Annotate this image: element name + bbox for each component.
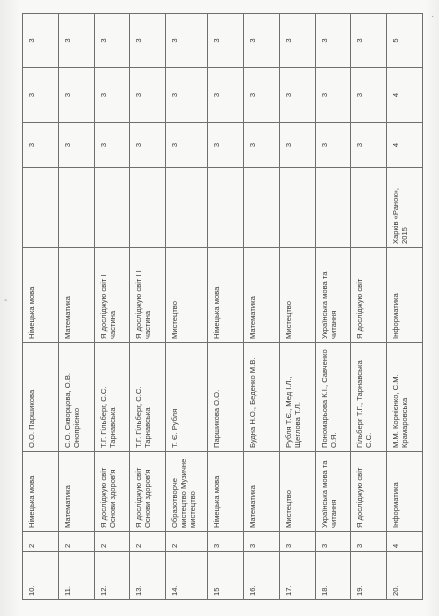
author-cell: Рубля Т.Є., Мед І.Л., Щеглова Т.Л.	[279, 343, 315, 452]
subject-cell: Математика	[58, 452, 94, 532]
grade-cell: 2	[166, 532, 208, 552]
count-cell: 3	[166, 68, 208, 123]
grade-cell: 2	[94, 532, 130, 552]
count-cell: 3	[130, 123, 166, 168]
edition-cell	[208, 168, 244, 248]
textbook-cell: Я досліджую світ І І частина	[130, 248, 166, 343]
author-cell: С.О. Скворцова, О.В. Онопрієнко	[58, 343, 94, 452]
count-cell: 3	[244, 123, 280, 168]
count-cell: 3	[130, 14, 166, 68]
count-cell: 3	[279, 68, 315, 123]
textbook-cell: Німецька мова	[23, 248, 59, 343]
row-number: 18.	[315, 552, 351, 600]
count-cell: 3	[244, 68, 280, 123]
rotated-page	[22, 14, 423, 600]
textbook-table	[22, 13, 423, 600]
count-cell: 4	[387, 123, 423, 168]
textbook-cell: Інформатика	[387, 248, 423, 343]
count-cell: 3	[58, 14, 94, 68]
grade-cell: 3	[351, 532, 387, 552]
textbook-cell: Мистецтво	[279, 248, 315, 343]
table-container	[22, 14, 423, 600]
grade-cell: 3	[244, 532, 280, 552]
count-cell: 3	[166, 123, 208, 168]
table-row	[166, 14, 208, 600]
count-cell: 3	[23, 68, 59, 123]
subject-cell: Українська мова та читання	[315, 452, 351, 532]
author-cell: О.О. Паршикова	[23, 343, 59, 452]
count-cell: 3	[315, 68, 351, 123]
subject-cell: Німецька мова	[23, 452, 59, 532]
count-cell: 3	[208, 68, 244, 123]
count-cell: 3	[351, 68, 387, 123]
textbook-cell: Я досліджую світ І частина	[94, 248, 130, 343]
subject-cell: Я досліджую світ	[351, 452, 387, 532]
row-number: 19.	[351, 552, 387, 600]
author-cell: Т.Г. Гільберг, С.С. Тарнавська	[94, 343, 130, 452]
table-row	[387, 14, 423, 600]
grade-cell: 2	[58, 532, 94, 552]
grade-cell: 3	[208, 532, 244, 552]
edition-cell	[58, 168, 94, 248]
edition-cell	[315, 168, 351, 248]
edition-cell	[23, 168, 59, 248]
subject-cell: Я досліджую світ Основи здоров'я	[130, 452, 166, 532]
row-number: 20.	[387, 552, 423, 600]
count-cell: 3	[23, 14, 59, 68]
row-number: 14.	[166, 552, 208, 600]
subject-cell: Інформатика	[387, 452, 423, 532]
edition-cell	[279, 168, 315, 248]
count-cell: 3	[315, 14, 351, 68]
count-cell: 3	[208, 14, 244, 68]
textbook-cell: Математика	[244, 248, 280, 343]
grade-cell: 3	[315, 532, 351, 552]
grade-cell: 2	[23, 532, 59, 552]
count-cell: 3	[279, 123, 315, 168]
count-cell: 3	[351, 123, 387, 168]
edition-cell: Харків «Ранок», 2015	[387, 168, 423, 248]
grade-cell: 4	[387, 532, 423, 552]
row-number: 17.	[279, 552, 315, 600]
count-cell: 3	[208, 123, 244, 168]
count-cell: 3	[130, 68, 166, 123]
author-cell: Т. Є. Рубля	[166, 343, 208, 452]
table-row	[279, 14, 315, 600]
textbook-cell: Математика	[58, 248, 94, 343]
count-cell: 3	[94, 123, 130, 168]
table-row	[244, 14, 280, 600]
grade-cell: 2	[130, 532, 166, 552]
subject-cell: Математика	[244, 452, 280, 532]
author-cell: Паршикова О.О.	[208, 343, 244, 452]
author-cell: Будна Н.О., Беденко М.В.	[244, 343, 280, 452]
count-cell: 3	[94, 68, 130, 123]
edition-cell	[351, 168, 387, 248]
textbook-cell: Мистецтво	[166, 248, 208, 343]
subject-cell: Німецька мова	[208, 452, 244, 532]
count-cell: 3	[351, 14, 387, 68]
row-number: 16.	[244, 552, 280, 600]
scan-speck: ·	[431, 11, 435, 22]
row-number: 13.	[130, 552, 166, 600]
edition-cell	[94, 168, 130, 248]
count-cell: 3	[166, 14, 208, 68]
count-cell: 3	[58, 123, 94, 168]
row-number: 12.	[94, 552, 130, 600]
subject-cell: Образотворче мистецтво Музичне мистецтво	[166, 452, 208, 532]
count-cell: 3	[23, 123, 59, 168]
row-number: 15	[208, 552, 244, 600]
textbook-cell: Я досліджую світ	[351, 248, 387, 343]
scan-speck: -	[4, 295, 8, 306]
author-cell: Гільберг Т.Г., Тарнавська С.С.	[351, 343, 387, 452]
textbook-cell: Німецька мова	[208, 248, 244, 343]
edition-cell	[166, 168, 208, 248]
count-cell: 3	[94, 14, 130, 68]
textbook-cell: Українська мова та читання	[315, 248, 351, 343]
subject-cell: Мистецтво	[279, 452, 315, 532]
author-cell: М.М. Корнієнко, С.М. Крамаровська	[387, 343, 423, 452]
count-cell: 3	[315, 123, 351, 168]
table-row	[94, 14, 130, 600]
table-row	[58, 14, 94, 600]
grade-cell: 3	[279, 532, 315, 552]
count-cell: 3	[279, 14, 315, 68]
table-row	[130, 14, 166, 600]
table-row	[351, 14, 387, 600]
row-number: 11.	[58, 552, 94, 600]
edition-cell	[244, 168, 280, 248]
edition-cell	[130, 168, 166, 248]
count-cell: 3	[58, 68, 94, 123]
table-row	[315, 14, 351, 600]
count-cell: 4	[387, 68, 423, 123]
row-number: 10.	[23, 552, 59, 600]
author-cell: Пономарьова К.І., Савченко О.Я.	[315, 343, 351, 452]
author-cell: Т.Г. Гільберг, С.С. Тарнавська	[130, 343, 166, 452]
count-cell: 5	[387, 14, 423, 68]
subject-cell: Я досліджую світ Основи здоров'я	[94, 452, 130, 532]
table-row	[23, 14, 59, 600]
table-row	[208, 14, 244, 600]
count-cell: 3	[244, 14, 280, 68]
